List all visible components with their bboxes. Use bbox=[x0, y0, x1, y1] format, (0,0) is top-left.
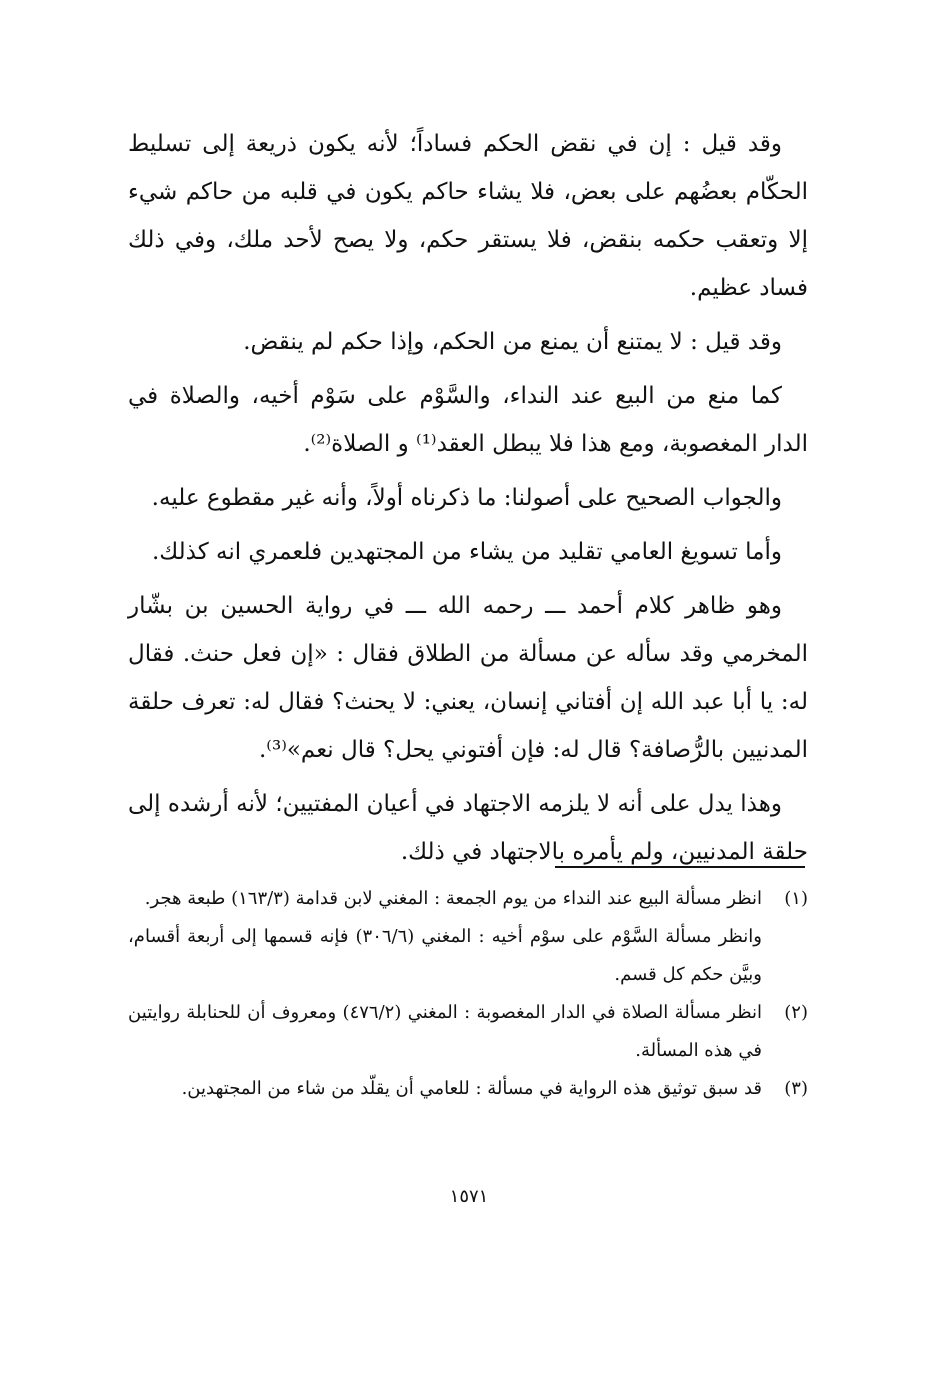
paragraph-1: وقد قيل : إن في نقض الحكم فساداً؛ لأنه يكون ذريعة إلى تسليط الحكّام بعضُهم على بعض، فلا يشاء حاكم يكون في قلبه من حاكم شيء إلا وتعقب حكمه بنقض، فلا يستقر حكم، ولا يصح لأحد ملك، وفي ذلك فساد عظيم. bbox=[128, 131, 808, 301]
paragraph-3: كما منع من البيع عند النداء، والسَّوْم على سَوْم أخيه، والصلاة في الدار المغصوبة، ومع هذا فلا يبطل العقد⁽¹⁾ و الصلاة⁽²⁾. bbox=[128, 383, 808, 457]
footnote-line: انظر مسألة البيع عند النداء من يوم الجمعة : المغني لابن قدامة (١٦٣/٣) طبعة هجر. bbox=[144, 888, 762, 909]
paragraph-2: وقد قيل : لا يمتنع أن يمنع من الحكم، وإذا حكم لم ينقض. bbox=[243, 329, 782, 355]
footnote-number: (٢) bbox=[784, 1002, 808, 1023]
paragraph-5: وأما تسويغ العامي تقليد من يشاء من المجتهدين فلعمري انه كذلك. bbox=[151, 539, 782, 565]
footnotes bbox=[128, 880, 808, 1108]
footnote-1 bbox=[128, 880, 808, 994]
footnote-line: انظر مسألة الصلاة في الدار المغصوبة : المغني (٤٧٦/٢) ومعروف أن للحنابلة روايتين في هذه المسألة. bbox=[128, 1002, 762, 1061]
footnote-line: وانظر مسألة السَّوْم على سوْم أخيه : المغني (٣٠٦/٦) فإنه قسمها إلى أربعة أقسام، وبيَّن حكم كل قسم. bbox=[128, 926, 763, 985]
footnote-3 bbox=[128, 1070, 808, 1108]
footnote-number: (١) bbox=[784, 888, 808, 909]
footnote-line: قد سبق توثيق هذه الرواية في مسألة : للعامي أن يقلّد من شاء من المجتهدين. bbox=[181, 1078, 762, 1099]
paragraph-6: وهو ظاهر كلام أحمد ـــ رحمه الله ـــ في رواية الحسين بن بشّار المخرمي وقد سأله عن مسألة من الطلاق فقال : «إن فعل حنث. فقال له: يا أبا عبد الله إن أفتاني إنسان، يعني: لا يحنث؟ فقال له: تعرف حلقة المدنيين بالرُّصافة؟ قال له: فإن أفتوني يحل؟ قال نعم»⁽³⁾. bbox=[128, 593, 808, 763]
page-number: ١٥٧١ bbox=[449, 1186, 489, 1207]
footnote-separator bbox=[555, 866, 805, 868]
footnote-2 bbox=[128, 994, 808, 1070]
main-text bbox=[128, 120, 808, 882]
paragraph-7: وهذا يدل على أنه لا يلزمه الاجتهاد في أعيان المفتيين؛ لأنه أرشده إلى حلقة المدنيين، ولم يأمره بالاجتهاد في ذلك. bbox=[128, 791, 808, 865]
paragraph-4: والجواب الصحيح على أصولنا: ما ذكرناه أولاً، وأنه غير مقطوع عليه. bbox=[151, 485, 782, 511]
footnote-number: (٣) bbox=[784, 1078, 808, 1099]
